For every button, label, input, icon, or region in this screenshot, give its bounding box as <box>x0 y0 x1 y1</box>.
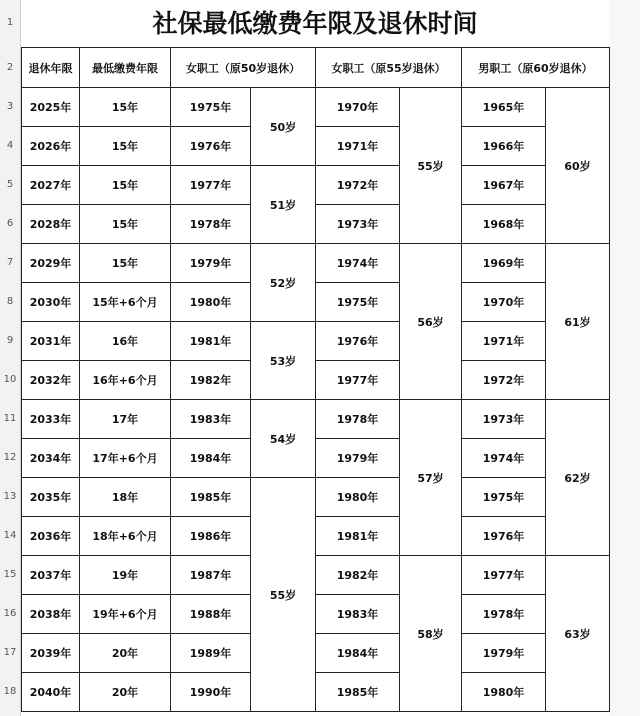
header-female-55[interactable]: 女职工（原55岁退休） <box>316 48 462 88</box>
cell-year[interactable]: 2028年 <box>22 205 80 244</box>
cell-f50-birth[interactable]: 1980年 <box>171 283 251 322</box>
cell-f50-birth[interactable]: 1987年 <box>171 556 251 595</box>
cell-f50-birth[interactable]: 1983年 <box>171 400 251 439</box>
cell-f55-birth[interactable]: 1971年 <box>316 127 400 166</box>
cell-f55-birth[interactable]: 1977年 <box>316 361 400 400</box>
cell-f55-age[interactable]: 57岁 <box>400 400 462 556</box>
cell-m60-birth[interactable]: 1973年 <box>462 400 546 439</box>
cell-m60-age[interactable]: 60岁 <box>546 88 610 244</box>
row-number[interactable]: 8 <box>6 296 14 307</box>
cell-year[interactable]: 2037年 <box>22 556 80 595</box>
cell-f55-birth[interactable]: 1975年 <box>316 283 400 322</box>
sheet-margin <box>610 0 640 716</box>
cell-min[interactable]: 19年 <box>80 556 171 595</box>
cell-year[interactable]: 2039年 <box>22 634 80 673</box>
cell-m60-birth[interactable]: 1975年 <box>462 478 546 517</box>
header-min-contribution[interactable]: 最低缴费年限 <box>80 48 171 88</box>
cell-f55-birth[interactable]: 1978年 <box>316 400 400 439</box>
cell-year[interactable]: 2040年 <box>22 673 80 712</box>
cell-f50-birth[interactable]: 1982年 <box>171 361 251 400</box>
cell-m60-birth[interactable]: 1967年 <box>462 166 546 205</box>
cell-m60-birth[interactable]: 1972年 <box>462 361 546 400</box>
cell-f55-birth[interactable]: 1981年 <box>316 517 400 556</box>
cell-f50-birth[interactable]: 1975年 <box>171 88 251 127</box>
row-number-gutter <box>0 0 21 716</box>
row-number[interactable]: 16 <box>3 608 17 619</box>
table-row <box>22 205 610 244</box>
row-number[interactable]: 17 <box>3 647 17 658</box>
cell-f55-age[interactable]: 56岁 <box>400 244 462 400</box>
cell-m60-birth[interactable]: 1969年 <box>462 244 546 283</box>
table-row <box>22 673 610 712</box>
table-row <box>22 244 610 283</box>
cell-f50-age[interactable]: 54岁 <box>251 400 316 478</box>
cell-min[interactable]: 18年 <box>80 478 171 517</box>
cell-f50-birth[interactable]: 1984年 <box>171 439 251 478</box>
cell-year[interactable]: 2034年 <box>22 439 80 478</box>
sheet-title: 社保最低缴费年限及退休时间 <box>152 9 478 38</box>
table-row <box>22 361 610 400</box>
table-row <box>22 439 610 478</box>
cell-m60-birth[interactable]: 1980年 <box>462 673 546 712</box>
cell-year[interactable]: 2029年 <box>22 244 80 283</box>
row-number[interactable]: 14 <box>3 530 17 541</box>
table-row <box>22 88 610 127</box>
cell-year[interactable]: 2031年 <box>22 322 80 361</box>
cell-year[interactable]: 2033年 <box>22 400 80 439</box>
row-number[interactable]: 1 <box>6 17 14 28</box>
table-row <box>22 478 610 517</box>
table-row <box>22 283 610 322</box>
cell-m60-birth[interactable]: 1965年 <box>462 88 546 127</box>
cell-f55-age[interactable]: 58岁 <box>400 556 462 712</box>
cell-m60-birth[interactable]: 1971年 <box>462 322 546 361</box>
cell-year[interactable]: 2025年 <box>22 88 80 127</box>
table-row <box>22 166 610 205</box>
row-number[interactable]: 18 <box>3 686 17 697</box>
cell-f50-birth[interactable]: 1976年 <box>171 127 251 166</box>
cell-min[interactable]: 18年+6个月 <box>80 517 171 556</box>
table-row <box>22 400 610 439</box>
row-number[interactable]: 9 <box>6 335 14 346</box>
cell-f55-birth[interactable]: 1980年 <box>316 478 400 517</box>
header-row <box>22 48 610 88</box>
table-row <box>22 127 610 166</box>
row-number[interactable]: 5 <box>6 179 14 190</box>
row-number[interactable]: 11 <box>3 413 17 424</box>
row-number[interactable]: 15 <box>3 569 17 580</box>
header-retire-year[interactable]: 退休年限 <box>22 48 80 88</box>
row-number[interactable]: 6 <box>6 218 14 229</box>
cell-f50-age[interactable]: 51岁 <box>251 166 316 244</box>
cell-year[interactable]: 2026年 <box>22 127 80 166</box>
table-row <box>22 595 610 634</box>
cell-f55-birth[interactable]: 1976年 <box>316 322 400 361</box>
cell-f55-age[interactable]: 55岁 <box>400 88 462 244</box>
cell-f50-birth[interactable]: 1977年 <box>171 166 251 205</box>
cell-f50-age[interactable]: 52岁 <box>251 244 316 322</box>
cell-m60-birth[interactable]: 1978年 <box>462 595 546 634</box>
cell-f50-birth[interactable]: 1979年 <box>171 244 251 283</box>
header-female-50[interactable]: 女职工（原50岁退休） <box>171 48 316 88</box>
cell-min[interactable]: 20年 <box>80 673 171 712</box>
cell-m60-birth[interactable]: 1977年 <box>462 556 546 595</box>
cell-f55-birth[interactable]: 1985年 <box>316 673 400 712</box>
cell-min[interactable]: 16年 <box>80 322 171 361</box>
cell-min[interactable]: 15年+6个月 <box>80 283 171 322</box>
table-row <box>22 517 610 556</box>
cell-f50-birth[interactable]: 1986年 <box>171 517 251 556</box>
cell-f50-birth[interactable]: 1978年 <box>171 205 251 244</box>
row-number[interactable]: 13 <box>3 491 17 502</box>
cell-m60-birth[interactable]: 1968年 <box>462 205 546 244</box>
cell-f50-birth[interactable]: 1988年 <box>171 595 251 634</box>
cell-f55-birth[interactable]: 1983年 <box>316 595 400 634</box>
cell-f50-birth[interactable]: 1990年 <box>171 673 251 712</box>
cell-m60-birth[interactable]: 1979年 <box>462 634 546 673</box>
cell-f50-age[interactable]: 50岁 <box>251 88 316 166</box>
cell-m60-birth[interactable]: 1976年 <box>462 517 546 556</box>
cell-min[interactable]: 15年 <box>80 127 171 166</box>
cell-f50-birth[interactable]: 1981年 <box>171 322 251 361</box>
cell-f55-birth[interactable]: 1973年 <box>316 205 400 244</box>
cell-year[interactable]: 2027年 <box>22 166 80 205</box>
row-number[interactable]: 2 <box>6 62 14 73</box>
cell-min[interactable]: 16年+6个月 <box>80 361 171 400</box>
cell-min[interactable]: 15年 <box>80 244 171 283</box>
cell-year[interactable]: 2032年 <box>22 361 80 400</box>
cell-f55-birth[interactable]: 1979年 <box>316 439 400 478</box>
row-number[interactable]: 4 <box>6 140 14 151</box>
cell-year[interactable]: 2038年 <box>22 595 80 634</box>
row-number[interactable]: 10 <box>3 374 17 385</box>
row-number[interactable]: 3 <box>6 101 14 112</box>
row-number[interactable]: 12 <box>3 452 17 463</box>
retirement-table <box>21 47 610 712</box>
row-number[interactable]: 7 <box>6 257 14 268</box>
cell-min[interactable]: 15年 <box>80 166 171 205</box>
cell-year[interactable]: 2030年 <box>22 283 80 322</box>
header-male-60[interactable]: 男职工（原60岁退休） <box>462 48 610 88</box>
cell-f50-age[interactable]: 55岁 <box>251 478 316 712</box>
cell-f55-birth[interactable]: 1984年 <box>316 634 400 673</box>
cell-m60-age[interactable]: 61岁 <box>546 244 610 400</box>
cell-year[interactable]: 2035年 <box>22 478 80 517</box>
cell-f55-birth[interactable]: 1970年 <box>316 88 400 127</box>
cell-min[interactable]: 19年+6个月 <box>80 595 171 634</box>
cell-m60-age[interactable]: 62岁 <box>546 400 610 556</box>
cell-min[interactable]: 20年 <box>80 634 171 673</box>
table-row <box>22 634 610 673</box>
cell-m60-birth[interactable]: 1974年 <box>462 439 546 478</box>
table-row <box>22 322 610 361</box>
cell-m60-birth[interactable]: 1970年 <box>462 283 546 322</box>
cell-min[interactable]: 17年 <box>80 400 171 439</box>
cell-f50-age[interactable]: 53岁 <box>251 322 316 400</box>
cell-f55-birth[interactable]: 1974年 <box>316 244 400 283</box>
cell-f50-birth[interactable]: 1989年 <box>171 634 251 673</box>
table-row <box>22 556 610 595</box>
cell-min[interactable]: 17年+6个月 <box>80 439 171 478</box>
cell-m60-birth[interactable]: 1966年 <box>462 127 546 166</box>
cell-f55-birth[interactable]: 1972年 <box>316 166 400 205</box>
cell-f55-birth[interactable]: 1982年 <box>316 556 400 595</box>
cell-m60-age[interactable]: 63岁 <box>546 556 610 712</box>
cell-year[interactable]: 2036年 <box>22 517 80 556</box>
cell-min[interactable]: 15年 <box>80 205 171 244</box>
cell-f50-birth[interactable]: 1985年 <box>171 478 251 517</box>
cell-min[interactable]: 15年 <box>80 88 171 127</box>
